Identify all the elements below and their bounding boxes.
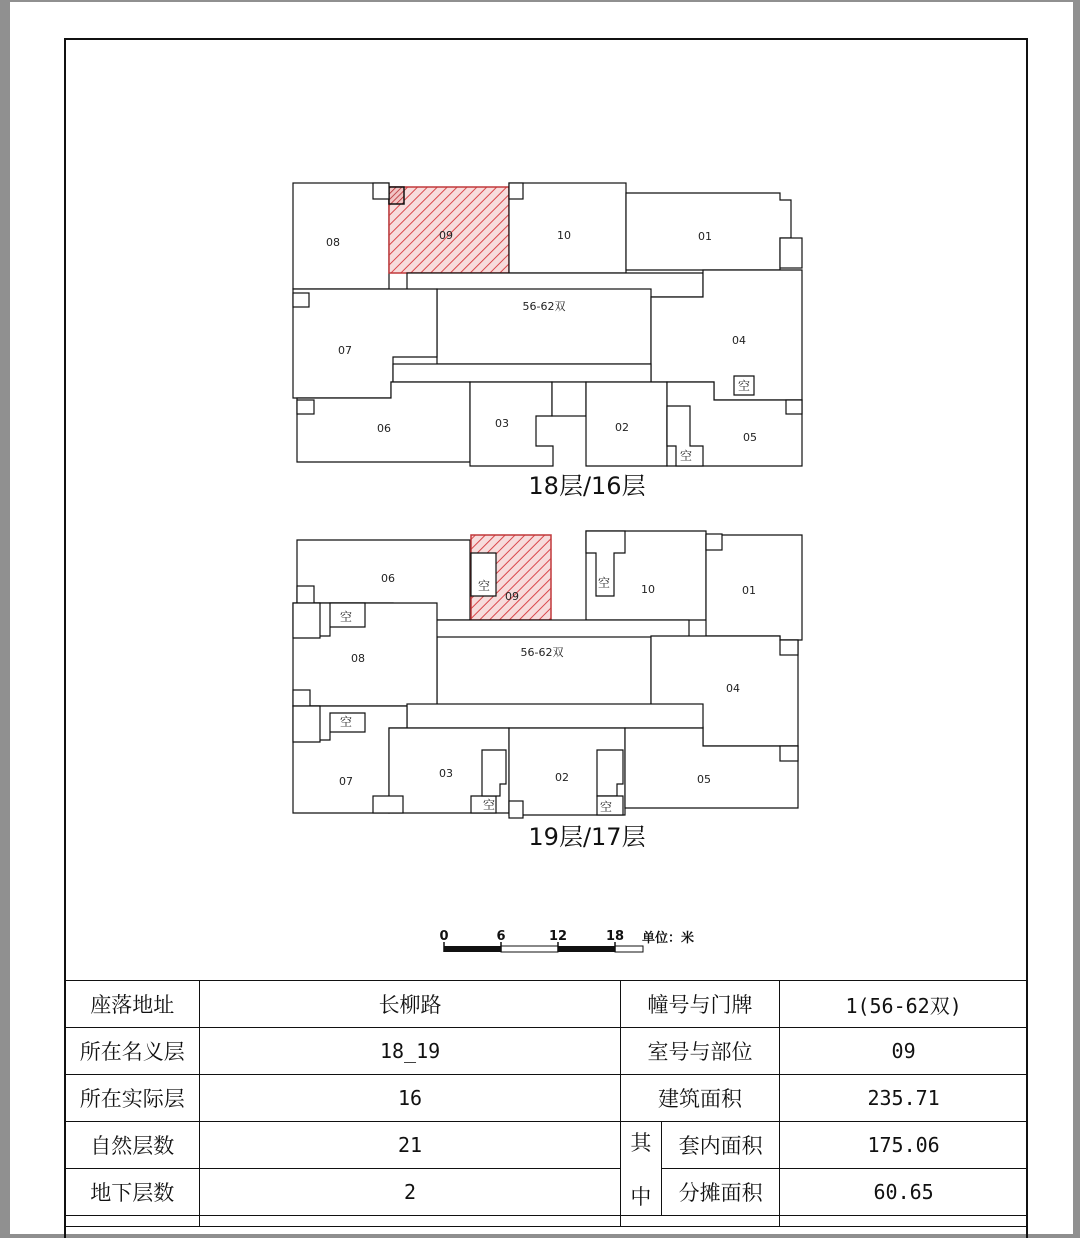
among-label <box>620 1122 661 1216</box>
scale-label: 6 <box>496 929 506 944</box>
table-cell-empty <box>200 1216 620 1227</box>
gross-area-label: 建筑面积 <box>620 1075 779 1122</box>
void-label: 空 <box>737 379 751 393</box>
shaft-small <box>293 690 310 706</box>
room-label-02: 02 <box>555 771 569 784</box>
room-number-label: 室号与部位 <box>620 1028 779 1075</box>
shared-area-value: 60.65 <box>780 1169 1028 1216</box>
nominal-floor-label: 所在名义层 <box>65 1028 200 1075</box>
scale-label: 18 <box>605 929 625 944</box>
among-char-2: 中 <box>630 1184 652 1209</box>
room-label-04: 04 <box>726 682 740 695</box>
shaft-small <box>509 183 523 199</box>
room-label-01: 01 <box>742 584 756 597</box>
address-label: 座落地址 <box>65 981 200 1028</box>
corridor-lower <box>407 704 703 728</box>
floor-plan-19-17 <box>293 531 802 851</box>
scale-label: 12 <box>548 929 568 944</box>
core-label: 56-62双 <box>520 646 564 659</box>
address-value: 长柳路 <box>200 981 620 1028</box>
room-label-09: 09 <box>439 229 453 242</box>
shaft-small <box>373 796 403 813</box>
void-label: 空 <box>679 449 693 463</box>
shaft-small <box>297 400 314 414</box>
room-label-03: 03 <box>495 417 509 430</box>
table-row <box>65 1028 1028 1075</box>
basement-floors-value: 2 <box>200 1169 620 1216</box>
room-label-05: 05 <box>697 773 711 786</box>
void-label: 空 <box>599 800 613 814</box>
void-label: 空 <box>597 576 611 590</box>
room-label-08: 08 <box>351 652 365 665</box>
property-info-table <box>64 980 1028 1227</box>
inner-area-value: 175.06 <box>780 1122 1028 1169</box>
table-row <box>65 1169 1028 1216</box>
shaft-small <box>706 534 722 550</box>
table-row <box>65 981 1028 1028</box>
table-row <box>65 1216 1028 1227</box>
scale-unit: 单位：米 <box>642 931 695 946</box>
floor-title-1: 18层/16层 <box>528 472 646 500</box>
scale-label: 0 <box>439 929 449 944</box>
table-cell-empty <box>65 1216 200 1227</box>
room-label-06: 06 <box>377 422 391 435</box>
actual-floor-label: 所在实际层 <box>65 1075 200 1122</box>
actual-floor-value: 16 <box>200 1075 620 1122</box>
corridor-lower <box>393 364 651 382</box>
core-label: 56-62双 <box>522 300 566 313</box>
room-label-10: 10 <box>557 229 571 242</box>
room-number-value: 09 <box>780 1028 1028 1075</box>
room-label-01: 01 <box>698 230 712 243</box>
room-label-10: 10 <box>641 583 655 596</box>
room-label-07: 07 <box>338 344 352 357</box>
shared-area-label: 分摊面积 <box>662 1169 780 1216</box>
shaft-small <box>786 400 802 414</box>
shaft-box <box>552 382 586 416</box>
unit-03-outline <box>470 382 553 466</box>
room-label-05: 05 <box>743 431 757 444</box>
total-floors-value: 21 <box>200 1122 620 1169</box>
room-label-07: 07 <box>339 775 353 788</box>
room-label-09: 09 <box>505 590 519 603</box>
table-cell-empty <box>620 1216 779 1227</box>
scale-segment <box>501 946 558 952</box>
unit-10-outline <box>509 183 626 273</box>
void-label: 空 <box>339 715 353 729</box>
void-label: 空 <box>339 610 353 624</box>
room-label-04: 04 <box>732 334 746 347</box>
shaft-small <box>509 801 523 818</box>
gross-area-value: 235.71 <box>780 1075 1028 1122</box>
nominal-floor-value: 18_19 <box>200 1028 620 1075</box>
room-label-08: 08 <box>326 236 340 249</box>
basement-floors-label: 地下层数 <box>65 1169 200 1216</box>
scale-segment <box>558 946 615 952</box>
inner-area-label: 套内面积 <box>662 1122 780 1169</box>
floor-title-2: 19层/17层 <box>528 823 646 851</box>
unit-09-corner-hatch <box>389 187 404 204</box>
shaft-small <box>780 640 798 655</box>
shaft-small <box>780 746 798 761</box>
void-label: 空 <box>482 798 496 812</box>
shaft-small <box>293 293 309 307</box>
building-label: 幢号与门牌 <box>620 981 779 1028</box>
void-label: 空 <box>477 579 491 593</box>
scale-segment <box>615 946 643 952</box>
among-char-1: 其 <box>630 1130 652 1155</box>
shaft-small <box>373 183 389 199</box>
table-cell-empty <box>780 1216 1028 1227</box>
floor-plan-18-16 <box>293 183 802 500</box>
scale-bar <box>439 929 694 952</box>
shaft-small <box>780 238 802 268</box>
room-label-06: 06 <box>381 572 395 585</box>
building-value: 1(56-62双) <box>780 981 1028 1028</box>
table-row <box>65 1075 1028 1122</box>
shaft-small <box>297 586 314 603</box>
table-row <box>65 1122 1028 1169</box>
room-label-02: 02 <box>615 421 629 434</box>
scale-segment <box>444 946 501 952</box>
total-floors-label: 自然层数 <box>65 1122 200 1169</box>
room-label-03: 03 <box>439 767 453 780</box>
